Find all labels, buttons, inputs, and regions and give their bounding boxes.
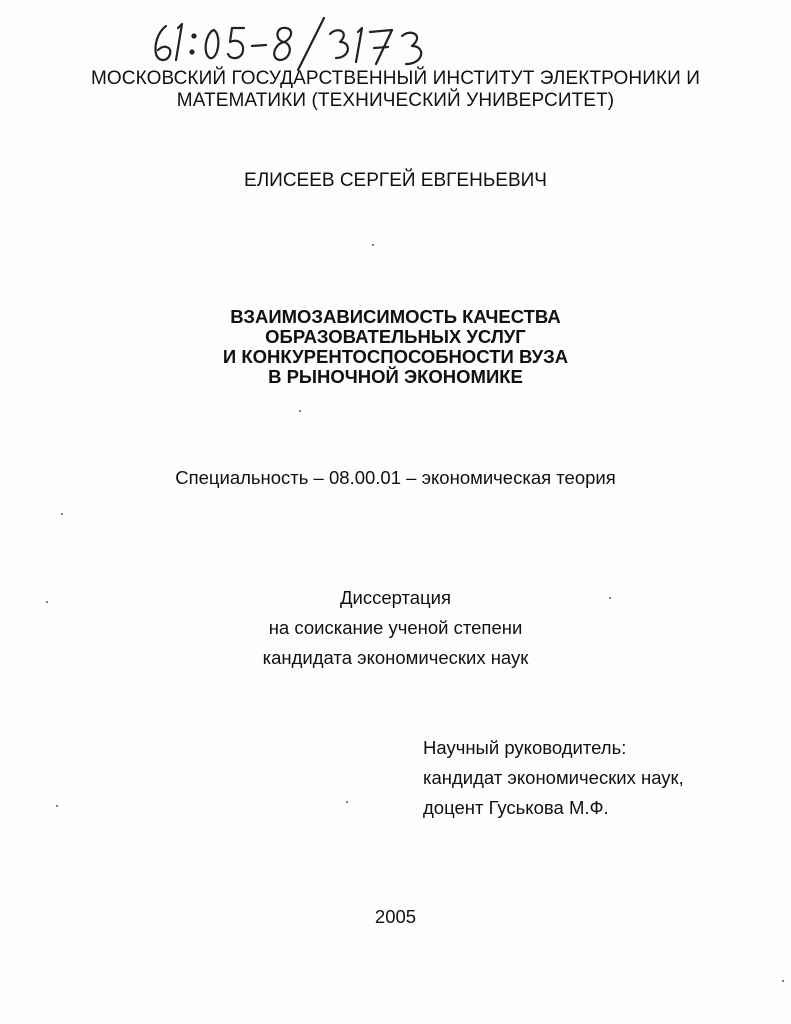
specialty-line: Специальность – 08.00.01 – экономическая теория — [175, 467, 616, 488]
thesis-title-line-4: В РЫНОЧНОЙ ЭКОНОМИКЕ — [268, 366, 523, 387]
degree-line-1: на соискание ученой степени — [268, 617, 523, 638]
institute-name-line-2: МАТЕМАТИКИ (ТЕХНИЧЕСКИЙ УНИВЕРСИТЕТ) — [176, 90, 615, 111]
year: 2005 — [374, 906, 417, 927]
scan-speck — [46, 601, 48, 603]
scan-speck — [346, 801, 348, 803]
scan-speck — [56, 805, 58, 807]
advisor-heading: Научный руководитель: — [423, 737, 627, 758]
advisor-degree: кандидат экономических наук, — [423, 767, 684, 788]
scan-speck — [299, 410, 301, 412]
scan-speck — [782, 980, 784, 982]
dissertation-label: Диссертация — [339, 587, 452, 608]
scan-speck — [372, 244, 374, 246]
handwritten-archive-code — [148, 14, 458, 76]
thesis-title-line-2: ОБРАЗОВАТЕЛЬНЫХ УСЛУГ — [265, 326, 526, 347]
advisor-name: доцент Гуськова М.Ф. — [423, 797, 609, 818]
thesis-title-line-1: ВЗАИМОЗАВИСИМОСТЬ КАЧЕСТВА — [230, 306, 561, 327]
scan-speck — [609, 597, 611, 599]
institute-name-line-1: МОСКОВСКИЙ ГОСУДАРСТВЕННЫЙ ИНСТИТУТ ЭЛЕКТРОНИКИ И — [90, 68, 701, 89]
thesis-title-line-3: И КОНКУРЕНТОСПОСОБНОСТИ ВУЗА — [222, 346, 569, 367]
scan-speck — [61, 513, 63, 515]
author-name: ЕЛИСЕЕВ СЕРГЕЙ ЕВГЕНЬЕВИЧ — [244, 170, 547, 191]
degree-line-2: кандидата экономических наук — [262, 647, 529, 668]
